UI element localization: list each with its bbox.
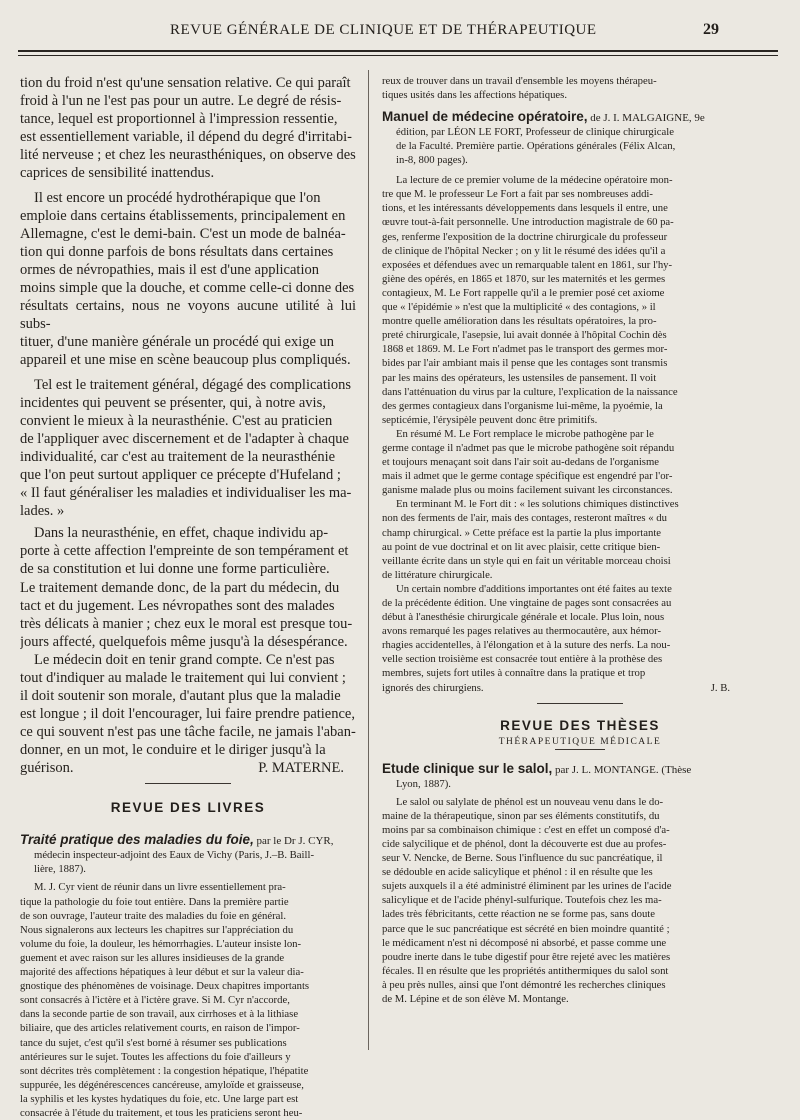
book-title: Traité pratique des maladies du foie, bbox=[20, 832, 254, 848]
text-line: lades très fébricitants, cette réaction ne se forme pas, sans doute bbox=[382, 908, 656, 921]
text-line: la syphilis et les kystes hydatiques du foie, etc. Une large part est bbox=[20, 1092, 299, 1105]
text-line: rhagies accidentelles, à l'élongation et à la suture des nerfs. La nou- bbox=[382, 639, 671, 652]
text-line: caprices de sensibilité inattendus. bbox=[20, 165, 215, 182]
text-line: Un certain nombre d'additions importantes ont été faites au texte bbox=[396, 582, 672, 595]
text-line: que l'on peut surtout appliquer ce précepte d'Hufeland ; bbox=[20, 466, 341, 483]
sub-heading: THÉRAPEUTIQUE MÉDICALE bbox=[498, 736, 662, 747]
running-head bbox=[0, 0, 800, 62]
text-line: tion qui donne parfois de bons résultats dans certaines bbox=[20, 243, 334, 260]
text-line: de M. Lépine et de son élève M. Montange. bbox=[382, 992, 569, 1005]
text-line: début à l'anesthésie chirurgicale générale et locale. Plus loin, nous bbox=[382, 611, 665, 624]
text-line: des germes contagieux dans l'organisme lui-même, la pyoémie, la bbox=[382, 399, 663, 412]
text-line: exposées et défendues avec un remarquable talent en 1861, sur l'hy- bbox=[382, 258, 673, 271]
text-line: avons remarqué les pages relatives au thermocautère, aux hémor- bbox=[382, 625, 662, 638]
text-line: non des ferments de l'air, mais des contages, resteront maîtres « du bbox=[382, 512, 667, 525]
text-line: de l'appliquer avec discernement et de l'adapter à chaque bbox=[20, 430, 349, 447]
text-line: par les mains des opérateurs, les ustensiles de pansement. Il voit bbox=[382, 371, 657, 384]
paragraph bbox=[20, 651, 356, 778]
text-line: Il est encore un procédé hydrothérapique que l'on bbox=[34, 189, 321, 206]
text-line: jours affecté, quelquefois même jusqu'à la désespérance. bbox=[20, 633, 348, 650]
text-line: antérieures sur le sujet. Toutes les affections du foie d'ailleurs y bbox=[20, 1050, 291, 1063]
text-line: tion du froid n'est qu'une sensation relative. Ce qui paraît bbox=[20, 75, 351, 91]
signature-line bbox=[20, 759, 356, 777]
book-review bbox=[20, 880, 356, 1120]
text-line: ges, renferme l'exposition de la doctrine chirurgicale du professeur bbox=[382, 230, 668, 243]
text-line: donner, en un mot, le conduire et le diriger jusqu'à la bbox=[20, 742, 326, 759]
text-line: in-8, 800 pages). bbox=[396, 154, 468, 167]
text-line: lité nerveuse ; et chez les neurasthéniques, on observe des bbox=[20, 147, 356, 164]
text-line: M. J. Cyr vient de réunir dans un livre essentiellement pra- bbox=[34, 881, 286, 894]
text-line: tance, lequel est proportionnel à l'impression ressentie, bbox=[20, 111, 338, 128]
text-line: convient le mieux à la neurasthénie. C'est au praticien bbox=[20, 412, 333, 429]
text-line: contagieux, M. Le Fort rappelle qu'il a le premier posé cet axiome bbox=[382, 286, 665, 299]
book-review bbox=[382, 173, 778, 694]
text-line: Lyon, 1887). bbox=[396, 777, 451, 790]
thesis-author: par J. L. MONTANGE. (Thèse bbox=[554, 763, 692, 776]
left-column bbox=[20, 74, 356, 1120]
text-line: sujets auxquels il a été administré éliminent par les urines de l'acide bbox=[382, 880, 672, 893]
text-line: majorité des affections hépatiques à leur début et sur la valeur dia- bbox=[20, 966, 304, 979]
text-line: de sa constitution et lui donne une forme particulière. bbox=[20, 561, 330, 578]
text-line: ganisme malade plus ou moins facilement suivant les circonstances. bbox=[382, 484, 673, 497]
text-line: maine de la thérapeutique, sinon par ses éléments constitutifs, du bbox=[382, 809, 660, 822]
section-rule bbox=[145, 783, 231, 784]
text-line: suppurée, les dégénérescences cancéreuse, amyloïde et graisseuse, bbox=[20, 1078, 304, 1091]
text-line: il doit soutenir son morale, d'autant plus que la maladie bbox=[20, 688, 341, 705]
text-line: se dédouble en acide salicylique et phénol : il en résulte que les bbox=[382, 866, 653, 879]
text-line: cide salycilique et de phénol, dont la découverte est due au profes- bbox=[382, 837, 667, 850]
section-heading: REVUE DES THÈSES bbox=[500, 717, 660, 733]
text-line: est essentiellement variable, il dépend du degré d'irritabi- bbox=[20, 129, 352, 146]
sub-heading-rule bbox=[555, 749, 605, 750]
text-line: La lecture de ce premier volume de la médecine opératoire mon- bbox=[396, 174, 673, 187]
text-line: reux de trouver dans un travail d'ensemble les moyens thérapeu- bbox=[382, 75, 657, 87]
text-line: tituer, d'une manière générale un procédé qui exige un bbox=[20, 334, 335, 351]
signature-line bbox=[382, 681, 778, 695]
text-line: Dans la neurasthénie, en effet, chaque individu ap- bbox=[34, 525, 329, 542]
text-line: Le médecin doit en tenir grand compte. Ce n'est pas bbox=[34, 651, 335, 668]
text-line: ormes de névropathies, mais il est d'une application bbox=[20, 261, 319, 278]
text-line: dans l'atténuation du virus par la culture, l'explication de la naissance bbox=[382, 385, 678, 398]
text-line: de la Faculté. Première partie. Opérations générales (Félix Alcan, bbox=[396, 140, 676, 153]
text-line: parce que le suc pancréatique est sécrété en bien moindre quantité ; bbox=[382, 922, 670, 935]
text-line: giène des opérés, en 1865 et 1870, sur les maternités et les germes bbox=[382, 272, 666, 285]
text-line: résultats certains, nous ne voyons aucune utilité à lui subs- bbox=[20, 298, 356, 333]
text-line: très délicats à manier ; chez eux le moral est presque tou- bbox=[20, 615, 353, 632]
text-line: froid à l'un ne l'est pas pour un autre. Le degré de résis- bbox=[20, 93, 342, 110]
text-line: médecin inspecteur-adjoint des Eaux de Vichy (Paris, J.–B. Baill- bbox=[34, 849, 315, 862]
text-line: le médicament n'est ni décomposé ni absorbé, et passe comme une bbox=[382, 936, 667, 949]
text-line: seur V. Nencke, de Berne. Sous l'influence du suc pancréatique, il bbox=[382, 852, 663, 865]
text-line: « Il faut généraliser les maladies et individualiser les ma- bbox=[20, 485, 352, 502]
text-line: de littérature chirurgicale. bbox=[382, 568, 493, 581]
header-rule-thick bbox=[18, 50, 778, 52]
text-line: œuvre tout-à-fait personnelle. Une introduction magistrale de 60 pa- bbox=[382, 216, 674, 229]
text-line: tiques usités dans les affections hépatiques. bbox=[382, 89, 568, 102]
text-line: En terminant M. le Fort dit : « les solutions chimiques distinctives bbox=[396, 498, 679, 511]
text-line: au point de vue doctrinal et on lit avec plaisir, cette critique bien- bbox=[382, 540, 661, 553]
text-line: et toujours menaçant soit dans l'air soit au-dedans de l'organisme bbox=[382, 456, 660, 469]
text-line: veillante écrite dans un style qui en fait un véritable morceau choisi bbox=[382, 554, 671, 567]
text-line: tions, et les intéressants développements dans lesquels il entre, une bbox=[382, 202, 668, 215]
paragraph bbox=[20, 74, 356, 183]
text-line: est longue ; il doit l'encourager, lui faire prendre patience, bbox=[20, 706, 355, 723]
text-line: tance du sujet, c'est qu'il s'est borné à résumer ses publications bbox=[20, 1036, 287, 1049]
page-number: 29 bbox=[703, 21, 719, 38]
text-line: gnostique des phénomènes de voisinage. Deux chapitres importants bbox=[20, 980, 310, 993]
book-author: de J. I. MALGAIGNE, 9e bbox=[590, 112, 705, 125]
text-line: Tel est le traitement général, dégagé des complications bbox=[34, 376, 352, 393]
right-column bbox=[382, 74, 778, 1006]
article-signature: P. MATERNE. bbox=[258, 760, 344, 777]
paragraph bbox=[20, 524, 356, 651]
text-line: ignorés des chirurgiens. bbox=[382, 681, 484, 694]
text-line: tique la pathologie du foie tout entière. Dans la première partie bbox=[20, 895, 289, 908]
text-line: édition, par LÉON LE FORT, Professeur de clinique chirurgicale bbox=[396, 126, 674, 139]
text-line: tact et du jugement. Les névropathes sont des malades bbox=[20, 597, 335, 614]
text-line: velle section troisième est consacrée tout entière à la prothèse des bbox=[382, 653, 663, 666]
text-line: biliaire, que des articles relativement courts, en raison de l'impor- bbox=[20, 1022, 300, 1035]
text-line: volume du foie, la douleur, les hémorrhagies. L'auteur insiste lon- bbox=[20, 937, 302, 950]
header-rule-thin bbox=[18, 55, 778, 56]
text-line: fécales. Il en résulte que les propriétés antithermiques du salol sont bbox=[382, 964, 669, 977]
section-rule bbox=[537, 703, 623, 704]
text-line: guérison. bbox=[20, 760, 74, 777]
text-line: Allemagne, c'est le demi-bain. C'est un mode de balnéa- bbox=[20, 225, 346, 242]
paragraph bbox=[382, 74, 778, 102]
text-line: que « l'épidémie » n'est que la multiplicité « des contagions, » il bbox=[382, 301, 656, 314]
text-line: preté chirurgicale, l'asepsie, lui avait donnée à l'hôpital Cochin dès bbox=[382, 329, 667, 342]
text-line: septicémie, l'érysipèle peuvent donc être primitifs. bbox=[382, 413, 598, 426]
text-line: membres, sujets fort utiles à connaître dans la pratique et trop bbox=[382, 667, 646, 680]
text-line: Le traitement demande donc, de la part du médecin, du bbox=[20, 579, 340, 596]
text-line: tre que M. le professeur Le Fort a fait par ses nombreuses addi- bbox=[382, 188, 653, 201]
article-signature: J. B. bbox=[710, 681, 730, 694]
text-line: appareil et une mise en scène beaucoup plus compliqués. bbox=[20, 352, 351, 369]
text-line: 1868 et 1869. M. Le Fort n'admet pas le transport des germes mor- bbox=[382, 343, 668, 356]
text-line: Nous signalerons aux lecteurs les chapitres sur l'appréciation du bbox=[20, 923, 294, 936]
text-line: incidentes qui peuvent se présenter, qui, à notre avis, bbox=[20, 394, 326, 411]
book-entry bbox=[20, 833, 356, 876]
text-line: de clinique de l'hôpital Necker ; on y lit le résumé des idées qu'il a bbox=[382, 244, 666, 257]
thesis-entry bbox=[382, 762, 778, 791]
book-title: Manuel de médecine opératoire, bbox=[382, 109, 588, 125]
paragraph bbox=[20, 376, 356, 521]
paragraph bbox=[20, 189, 356, 370]
text-line: montre quelle amélioration dans les résultats opératoires, la pro- bbox=[382, 315, 657, 328]
text-line: guement et avec raison sur les allures insidieuses de la grande bbox=[20, 951, 285, 964]
text-line: tout d'indiquer au malade le traitement qui lui convient ; bbox=[20, 670, 346, 686]
text-line: emploie dans certains établissements, principalement en bbox=[20, 207, 346, 224]
text-line: moins par sa combinaison chimique : c'est en effet un composé d'a- bbox=[382, 823, 670, 836]
text-line: de la précédente édition. Une vingtaine de pages sont consacrées au bbox=[382, 597, 672, 609]
text-line: bides par l'air ambiant mais il pense que les contages sont transmis bbox=[382, 357, 668, 370]
text-line: dans la seconde partie de son travail, aux cirrhoses et à la lithiase bbox=[20, 1008, 299, 1021]
text-line: En résumé M. Le Fort remplace le microbe pathogène par le bbox=[396, 427, 654, 440]
text-line: individualité, car c'est au traitement de la neurasthénie bbox=[20, 448, 336, 465]
text-line: consacrée à l'étude du traitement, et tous les praticiens seront heu- bbox=[20, 1106, 303, 1119]
book-author: par le Dr J. CYR, bbox=[256, 835, 334, 848]
text-line: Le salol ou salylate de phénol est un nouveau venu dans le do- bbox=[396, 795, 664, 808]
text-line: poudre inerte dans le tube digestif pour être rejeté avec les matières bbox=[382, 950, 671, 963]
text-line: sont décrites très complètement : la congestion hépatique, l'hépatite bbox=[20, 1064, 309, 1077]
thesis-title: Etude clinique sur le salol, bbox=[382, 760, 553, 776]
text-line: sont consacrés à l'ictère et à l'ictère grave. Si M. Cyr n'accorde, bbox=[20, 994, 290, 1007]
column-divider bbox=[368, 70, 369, 1050]
text-line: moins simple que la douche, et comme celle-ci donne des bbox=[20, 280, 355, 297]
text-line: ce qui souvent n'est pas une tâche facile, ne jamais l'aban- bbox=[20, 724, 356, 741]
text-line: de son ouvrage, l'auteur traite des maladies du foie en général. bbox=[20, 909, 287, 922]
text-line: à peu près nulles, ainsi que l'ont démontré les recherches cliniques bbox=[382, 978, 666, 991]
running-title: REVUE GÉNÉRALE DE CLINIQUE ET DE THÉRAPEUTIQUE bbox=[170, 22, 597, 38]
text-line: germe contage il n'admet pas que le microbe pathogène soit répandu bbox=[382, 441, 675, 454]
text-line: lades. » bbox=[20, 503, 65, 520]
book-entry bbox=[382, 110, 778, 167]
text-line: porte à cette affection l'empreinte de son tempérament et bbox=[20, 543, 349, 560]
text-line: champ chirurgical. » Cette préface est la partie la plus importante bbox=[382, 526, 662, 539]
thesis-review bbox=[382, 795, 778, 1006]
text-line: mais il admet que le germe contage spécifique est engendré par l'or- bbox=[382, 470, 673, 483]
text-line: salicylique et de l'acide phényl-sulfurique. Toutefois chez les ma- bbox=[382, 894, 662, 907]
text-line: lière, 1887). bbox=[34, 863, 86, 876]
section-heading: REVUE DES LIVRES bbox=[110, 800, 266, 816]
